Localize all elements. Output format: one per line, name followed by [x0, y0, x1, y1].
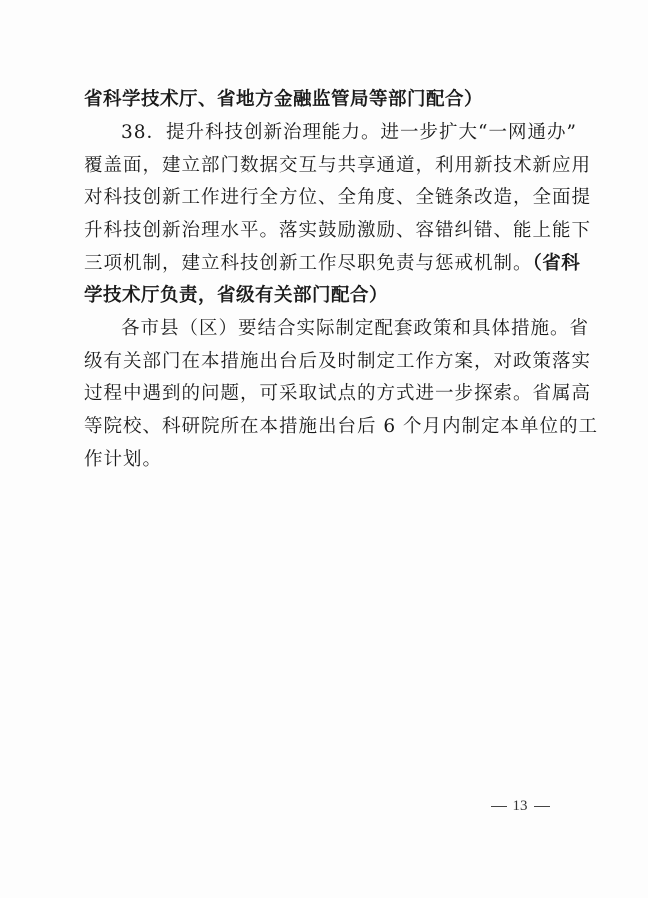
body-text: 对科技创新工作进行全方位、全角度、全链条改造，全面提 — [84, 187, 592, 209]
dash-left — [491, 806, 507, 807]
text-line — [84, 280, 574, 313]
page-footer — [480, 798, 560, 815]
body-text: 升科技创新治理水平。落实鼓励激励、容错纠错、能上能下 — [84, 220, 592, 242]
text-line — [84, 378, 592, 411]
text-line — [84, 346, 592, 379]
body-text: 过程中遇到的问题，可采取试点的方式进一步探索。省属高 — [84, 383, 592, 405]
bold-text: （省科 — [532, 252, 581, 274]
body-text: 级有关部门在本措施出台后及时制定工作方案，对政策落实 — [84, 350, 592, 372]
body-text: 作计划。 — [84, 448, 163, 470]
text-line — [84, 84, 574, 117]
text-line — [84, 117, 577, 150]
dash-right — [534, 806, 550, 807]
bold-text: 省科学技术厅、省地方金融监管局等部门配合） — [84, 89, 484, 110]
text-line — [84, 182, 592, 215]
body-text: 各市县（区）要结合实际制定配套政策和具体措施。省 — [121, 318, 590, 339]
text-line — [84, 313, 590, 346]
paragraph-1 — [84, 84, 574, 117]
paragraph-38 — [84, 117, 592, 313]
body-text: 等院校、科研院所在本措施出台后 6 个月内制定本单位的工 — [84, 416, 599, 438]
text-line — [84, 215, 592, 248]
body-text: 38．提升科技创新治理能力。进一步扩大“一网通办” — [121, 122, 577, 143]
text-line — [84, 248, 581, 281]
text-line — [84, 411, 599, 444]
paragraph-closing — [84, 313, 599, 476]
text-line — [84, 444, 574, 477]
bold-text: 学技术厅负责，省级有关部门配合） — [84, 285, 389, 307]
text-line — [84, 150, 592, 183]
page-number: 13 — [512, 798, 528, 814]
body-text: 三项机制，建立科技创新工作尽职免责与惩戒机制。 — [84, 252, 533, 274]
body-text: 覆盖面，建立部门数据交互与共享通道，利用新技术新应用 — [84, 154, 592, 176]
